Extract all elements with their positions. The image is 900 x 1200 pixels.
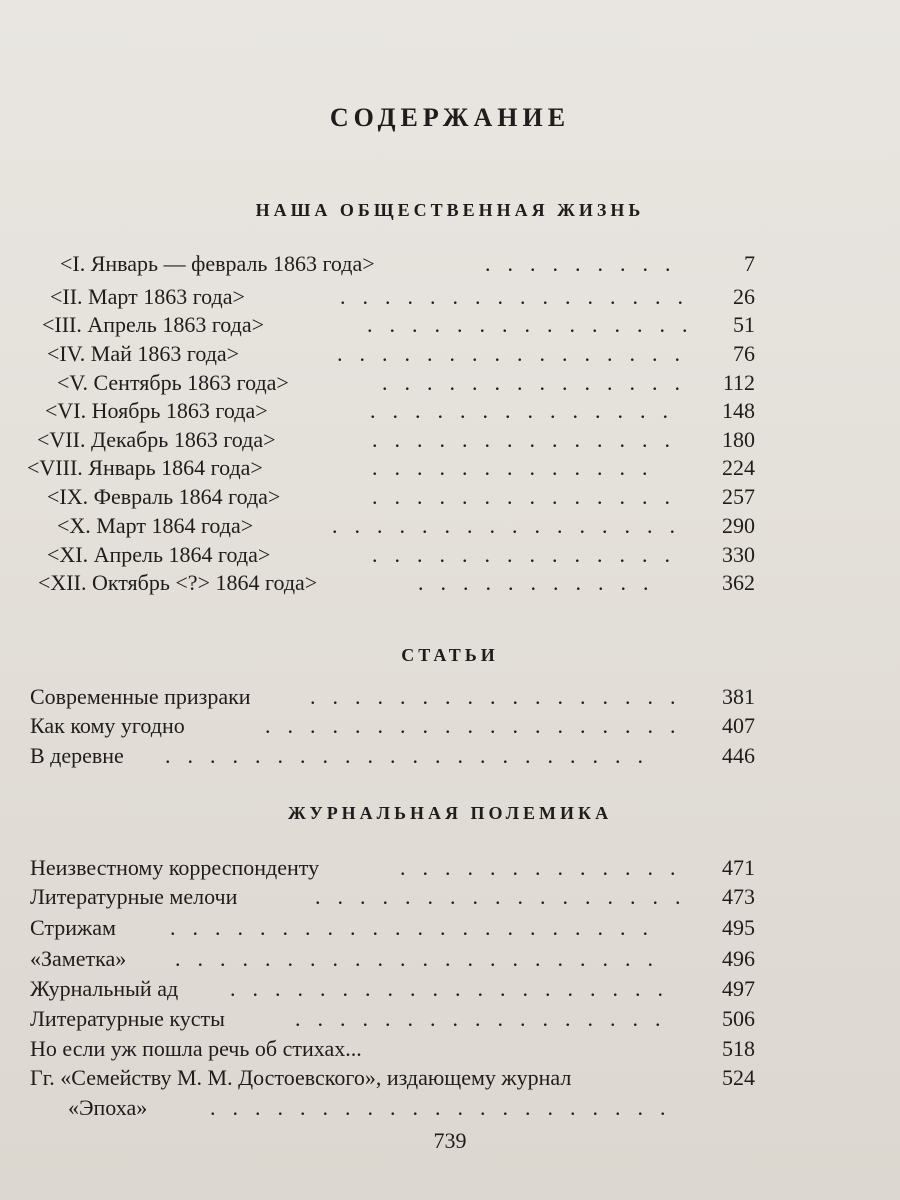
toc-entry-label: <VI. Ноябрь 1863 года> (45, 398, 268, 423)
toc-entry-page: 473 (722, 884, 755, 909)
toc-entry-page: 471 (722, 855, 755, 880)
toc-entry (37, 426, 755, 454)
toc-entry-page: 496 (722, 946, 755, 971)
toc-entry-page: 381 (722, 684, 755, 709)
toc-entry-label: Литературные мелочи (30, 884, 238, 909)
page-number: 739 (433, 1128, 467, 1153)
toc-entry-page: 51 (733, 312, 755, 337)
leader-dots: ...................... (175, 946, 670, 971)
leader-dots: ............. (400, 855, 693, 880)
leader-dots: ................ (340, 284, 700, 309)
leader-dots: ................. (315, 884, 698, 909)
toc-entry-label: <XI. Апрель 1864 года> (47, 542, 271, 567)
toc-entry-page: 506 (722, 1006, 755, 1031)
toc-entry-label: <VII. Декабрь 1863 года> (37, 427, 276, 452)
toc-entry-page: 495 (722, 915, 755, 940)
toc-entry-label: «Эпоха» (68, 1095, 148, 1120)
toc-entry-label: Стрижам (30, 915, 116, 940)
toc-entry-page: 290 (722, 513, 755, 538)
leader-dots: .............. (372, 427, 687, 452)
leader-dots: ................... (265, 713, 693, 738)
toc-entry-page: 26 (733, 284, 755, 309)
toc-entry-label: <I. Январь — февраль 1863 года> (60, 251, 375, 276)
section-heading-journal-polemics: ЖУРНАЛЬНАЯ ПОЛЕМИКА (287, 803, 613, 823)
leader-dots: .............. (372, 484, 687, 509)
toc-entry-label: <XII. Октябрь <?> 1864 года> (38, 570, 318, 595)
toc-entry (30, 1005, 755, 1033)
toc-entry (30, 1035, 755, 1063)
toc-entry (47, 541, 755, 569)
toc-entry (30, 683, 755, 711)
toc-entry-label: Литературные кусты (30, 1006, 225, 1031)
toc-entry-label: Журнальный ад (30, 976, 179, 1001)
toc-entry-label: <X. Март 1864 года> (57, 513, 254, 538)
toc-entry-label: Современные призраки (30, 684, 251, 709)
toc-entry-page: 257 (722, 484, 755, 509)
leader-dots: .................... (230, 976, 680, 1001)
toc-entry (57, 512, 755, 540)
toc-entry (30, 1064, 755, 1092)
leader-dots: ................. (310, 684, 693, 709)
toc-entry-page: 7 (744, 251, 755, 276)
toc-entry (50, 283, 755, 311)
toc-entry (30, 975, 755, 1003)
section-heading-public-life: НАША ОБЩЕСТВЕННАЯ ЖИЗНЬ (255, 200, 645, 220)
toc-entry-page: 362 (722, 570, 755, 595)
toc-entry (30, 712, 755, 740)
leader-dots: ...................... (170, 915, 665, 940)
toc-entry-label: Гг. «Семейству М. М. Достоевского», издающему журнал (30, 1065, 572, 1090)
toc-entry-page: 224 (722, 455, 755, 480)
toc-entry (30, 945, 755, 973)
toc-entry-label: «Заметка» (30, 946, 127, 971)
toc-entry-page: 446 (722, 743, 755, 768)
toc-entry (42, 311, 755, 339)
toc-entry-label: <IX. Февраль 1864 года> (47, 484, 281, 509)
leader-dots: .............. (370, 398, 685, 423)
toc-entry (30, 1094, 755, 1122)
toc-entry (30, 883, 755, 911)
toc-entry (30, 854, 755, 882)
toc-entry-page: 112 (722, 370, 755, 395)
toc-entry-page: 76 (733, 341, 755, 366)
toc-entry (27, 454, 755, 482)
toc-entry-page: 148 (722, 398, 755, 423)
toc-entry-label: <III. Апрель 1863 года> (42, 312, 265, 337)
leader-dots: ...................... (165, 743, 660, 768)
page-title: СОДЕРЖАНИЕ (329, 103, 571, 132)
toc-entry (38, 569, 755, 597)
toc-entry-label: В деревне (30, 743, 124, 768)
leader-dots: ..................... (210, 1095, 683, 1120)
toc-entry-page: 330 (722, 542, 755, 567)
toc-entry-label: Неизвестному корреспонденту (30, 855, 320, 880)
toc-entry-label: <VIII. Январь 1864 года> (27, 455, 263, 480)
toc-entry-page: 180 (722, 427, 755, 452)
toc-entry (47, 340, 755, 368)
toc-entry-label: Как кому угодно (30, 713, 185, 738)
leader-dots: ................ (337, 341, 697, 366)
leader-dots: ........... (418, 570, 666, 595)
toc-entry-label: <II. Март 1863 года> (50, 284, 245, 309)
toc-entry (47, 483, 755, 511)
toc-entry (57, 369, 755, 397)
leader-dots: ............... (367, 312, 705, 337)
toc-entry (45, 397, 755, 425)
toc-entry-page: 518 (722, 1036, 755, 1061)
leader-dots: .............. (382, 370, 697, 395)
toc-entry-page: 407 (722, 713, 755, 738)
section-heading-articles: СТАТЬИ (401, 645, 499, 665)
leader-dots: ................. (295, 1006, 678, 1031)
toc-entry-page: 497 (722, 976, 755, 1001)
toc-entry (60, 250, 755, 278)
toc-entry-label: <IV. Май 1863 года> (47, 341, 240, 366)
toc-entry (30, 742, 755, 770)
leader-dots: ......... (485, 251, 688, 276)
toc-entry (30, 914, 755, 942)
leader-dots: .............. (372, 542, 687, 567)
leader-dots: ............. (372, 455, 665, 480)
toc-entry-label: Но если уж пошла речь об стихах... (30, 1036, 362, 1061)
leader-dots: ................ (332, 513, 692, 538)
toc-entry-page: 524 (722, 1065, 755, 1090)
toc-entry-label: <V. Сентябрь 1863 года> (57, 370, 289, 395)
